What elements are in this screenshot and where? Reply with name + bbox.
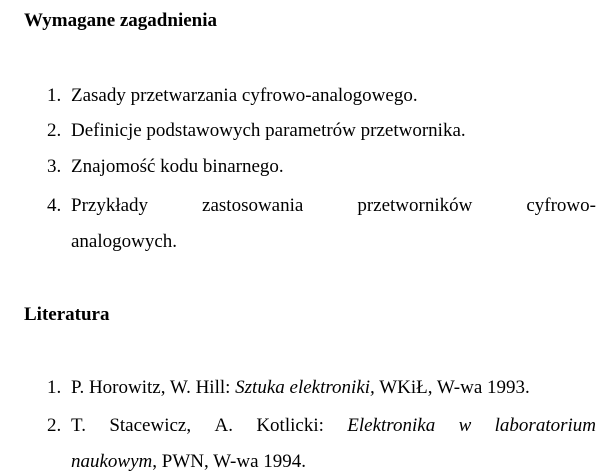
reference-word: Stacewicz, <box>109 415 192 436</box>
reference-title-word: laboratorium <box>494 415 596 436</box>
list-item-word: cyfrowo- <box>526 195 596 216</box>
reference-publisher: , PWN, W-wa 1994. <box>152 451 307 472</box>
reference-title-continuation: naukowym <box>71 451 153 472</box>
list-item-word: Przykłady <box>71 195 149 216</box>
list-item-justified-line <box>71 196 596 215</box>
list-item-number: 2. <box>47 120 62 141</box>
reference-number: 1. <box>47 377 62 398</box>
section-heading-required: Wymagane zagadnienia <box>24 10 217 31</box>
reference-title-word: Elektronika <box>347 415 436 436</box>
list-item-continuation: analogowych. <box>71 231 178 252</box>
reference-continuation <box>71 452 306 471</box>
list-item-text: Zasady przetwarzania cyfrowo-analogowego. <box>71 85 418 106</box>
list-item-number: 1. <box>47 85 62 106</box>
reference-title-word: w <box>458 415 472 436</box>
reference-entry <box>71 378 530 397</box>
list-item-word: zastosowania <box>202 195 304 216</box>
list-item-word: przetworników <box>357 195 473 216</box>
reference-publisher: WKiŁ, W-wa 1993. <box>374 377 530 398</box>
list-item-text: Znajomość kodu binarnego. <box>71 156 284 177</box>
list-item-text: Definicje podstawowych parametrów przetwornika. <box>71 120 466 141</box>
reference-title: Sztuka elektroniki, <box>235 377 375 398</box>
section-heading-literature: Literatura <box>24 304 110 325</box>
reference-authors: P. Horowitz, W. Hill: <box>71 377 236 398</box>
reference-word: A. <box>214 415 233 436</box>
list-item-number: 4. <box>47 195 62 216</box>
reference-word: Kotlicki: <box>256 415 324 436</box>
reference-justified-line <box>71 416 596 435</box>
reference-word: T. <box>71 415 86 436</box>
list-item-number: 3. <box>47 156 62 177</box>
reference-number: 2. <box>47 415 62 436</box>
